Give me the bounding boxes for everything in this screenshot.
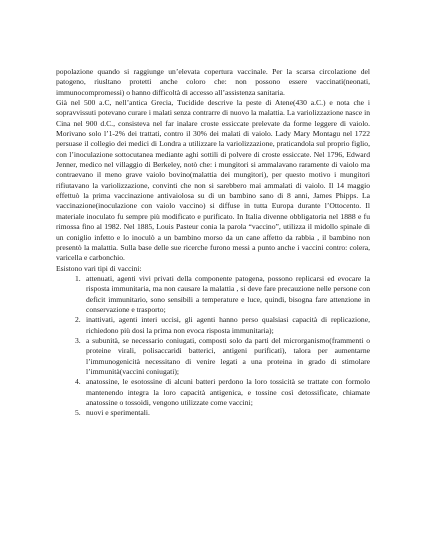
list-item-text: a subunità, se necessario coniugati, composti solo da parti del microrganismo(frammenti o proteine virali, polisaccaridi batterici, antigeni purificati), talora per aumentarne l’immunogenicità necessitano di venire legati a una proteina in grado di stimolare l’immunità(vaccini coniugati);: [86, 335, 370, 376]
list-item-number: 1.: [75, 273, 81, 283]
document-body: [56, 67, 370, 419]
list-item: [75, 315, 370, 336]
list-item: [75, 335, 370, 377]
list-item-text: inattivati, agenti interi uccisi, gli agenti hanno perso qualsiasi capacità di replicazione, richiedono più dosi la prima non evoca risposta immunitaria);: [86, 315, 370, 335]
paragraph-vaccine-types-intro: Esistono vari tipi di vaccini:: [56, 263, 142, 273]
list-item-text: nuovi e sperimentali.: [86, 408, 150, 418]
paragraph-history: Già nel 500 a.C, nell’antica Grecia, Tucidide descrive la peste di Atene(430 a.C.) e nota che i sopravvissuti potevano curare i malati senza contrarre di nuovo la malattia. La variolizzazione nasce in Cina nel 900 d.C., consisteva nel far inalare croste essiccate prelevate da forme leggere di vaiolo. Morivano solo l’1-2% dei trattati, contro il 30% dei malati di vaiolo. Lady Mary Montagu nel 1722 persuase il collegio dei medici di Londra a utilizzare la variolizzazione, praticandola sul proprio figlio, con l’inoculazione sottocutanea mediante aghi sottili di polvere di croste essiccate. Nel 1796, Edward Jenner, medico nel villaggio di Berkeley, notò che: i mungitori si ammalavano raramente di vaiolo ma contraevano il meno grave vaiolo bovino(malattia dei mungitori), per questo motivo i mungitori rifiutavano la variolizzazione, convinti che non si sarebbero mai ammalati di vaiolo. Il 14 maggio effettuò la prima vaccinazione antivaiolosa su di un bambino sano di 8 anni, James Phipps. La vaccinazione(inoculazione con vaiolo vaccino) si diffuse in tutta Europa durante l’Ottocento. Il materiale inoculato fu sempre più modificato e purificato. In Italia divenne obbligatoria nel 1888 e fu rimossa fino al 1982. Nel 1885, Louis Pasteur conia la parola “vaccino”, utilizza il midollo spinale di un coniglio infetto e lo inoculò a un bambino morso da un cane affetto da rabbia , il bambino non presentò la malattia. Sulla base delle sue ricerche furono messi a punto anche i vaccini contro: colera, varicella e carbonchio.: [56, 98, 370, 263]
list-item: [75, 408, 370, 418]
list-item: [75, 377, 370, 408]
list-item-text: anatossine, le esotossine di alcuni batteri perdono la loro tossicità se trattate con formolo mantenendo integra la loro capacità antigenica, e tossine così detossificate, chiamate anatossine o tossoidi, vengono utilizzate come vaccini;: [86, 377, 370, 407]
vaccine-types-list: [56, 274, 370, 419]
list-item-number: 3.: [75, 335, 81, 345]
list-item-number: 2.: [75, 315, 81, 325]
list-item: [75, 273, 370, 315]
list-item-number: 5.: [75, 408, 81, 418]
paragraph-herd-immunity: popolazione quando si raggiunge un’elevata copertura vaccinale. Per la scarsa circolazione del patogeno, riusltano protetti anche coloro che: non possono essere vaccinati(neonati, immunocompromessi) o hanno difficoltà di accesso all’assistenza sanitaria.: [56, 67, 370, 97]
list-item-number: 4.: [75, 377, 81, 387]
list-item-text: attenuati, agenti vivi privati della componente patogena, possono replicarsi ed evocare la risposta immunitaria, ma non causare la malattia , si deve fare precauzione nelle persone con deficit immunitario, sono sensibili a temperature e luce, quindi, bisogna fare attenzione in conservazione e trasporto;: [86, 273, 370, 314]
